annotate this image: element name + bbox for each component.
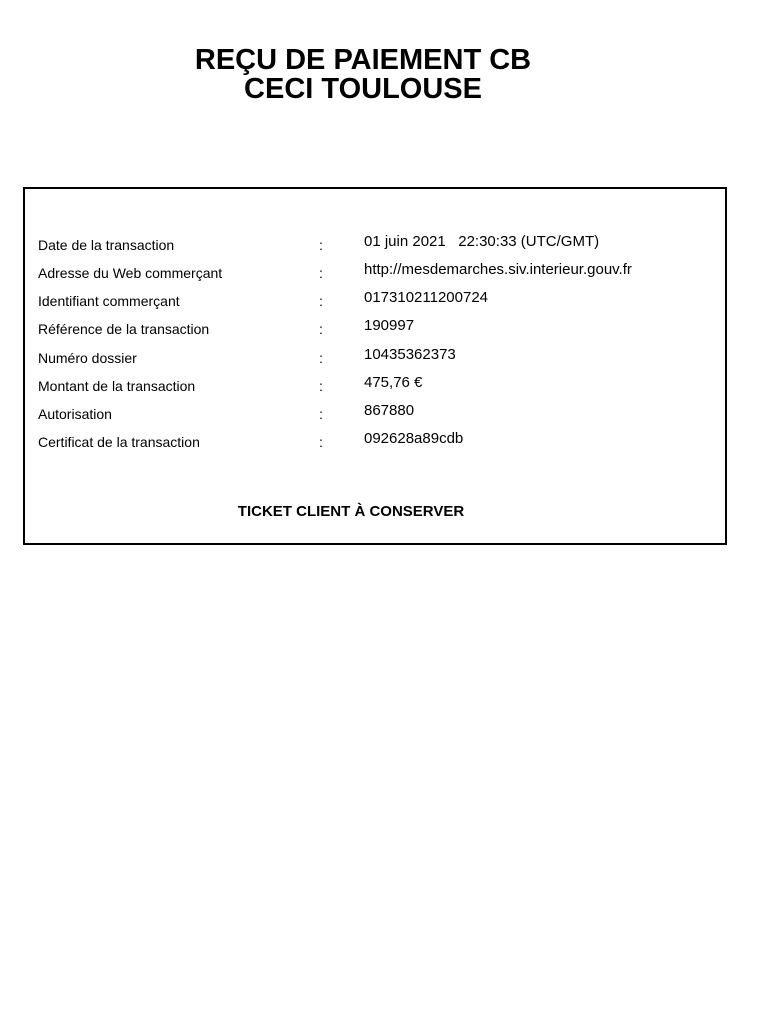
- separator: :: [319, 350, 323, 366]
- file-number-label: Numéro dossier: [38, 350, 137, 366]
- merchant-id-row: [25, 289, 725, 313]
- authorization-label: Autorisation: [38, 406, 112, 422]
- separator: :: [319, 321, 323, 337]
- authorization-row: [25, 402, 725, 426]
- transaction-reference-label: Référence de la transaction: [38, 321, 210, 337]
- separator: :: [319, 434, 323, 450]
- transaction-date-value: 01 juin 2021 22:30:33 (UTC/GMT): [364, 233, 600, 250]
- transaction-amount-label: Montant de la transaction: [38, 378, 196, 394]
- authorization-value: 867880: [364, 402, 415, 419]
- transaction-certificate-value: 092628a89cdb: [364, 430, 464, 447]
- receipt-box: [23, 187, 727, 545]
- merchant-id-value: 017310211200724: [364, 289, 489, 306]
- merchant-name: CECI TOULOUSE: [244, 73, 482, 105]
- separator: :: [319, 406, 323, 422]
- customer-ticket-note: TICKET CLIENT À CONSERVER: [237, 503, 465, 520]
- file-number-row: [25, 346, 725, 370]
- separator: :: [319, 237, 323, 253]
- file-number-value: 10435362373: [364, 346, 456, 363]
- transaction-certificate-row: [25, 430, 725, 454]
- separator: :: [319, 265, 323, 281]
- transaction-amount-row: [25, 374, 725, 398]
- receipt-title: REÇU DE PAIEMENT CB: [194, 44, 532, 76]
- merchant-web-address-row: [25, 261, 725, 285]
- separator: :: [319, 293, 323, 309]
- transaction-date-row: [25, 233, 725, 257]
- merchant-web-address-value: http://mesdemarches.siv.interieur.gouv.fr: [364, 261, 632, 278]
- transaction-reference-row: [25, 317, 725, 341]
- separator: :: [319, 378, 323, 394]
- transaction-amount-value: 475,76 €: [364, 374, 423, 391]
- transaction-certificate-label: Certificat de la transaction: [38, 434, 200, 450]
- transaction-reference-value: 190997: [364, 317, 415, 334]
- merchant-web-address-label: Adresse du Web commerçant: [38, 265, 223, 281]
- merchant-id-label: Identifiant commerçant: [38, 293, 180, 309]
- transaction-date-label: Date de la transaction: [38, 237, 175, 253]
